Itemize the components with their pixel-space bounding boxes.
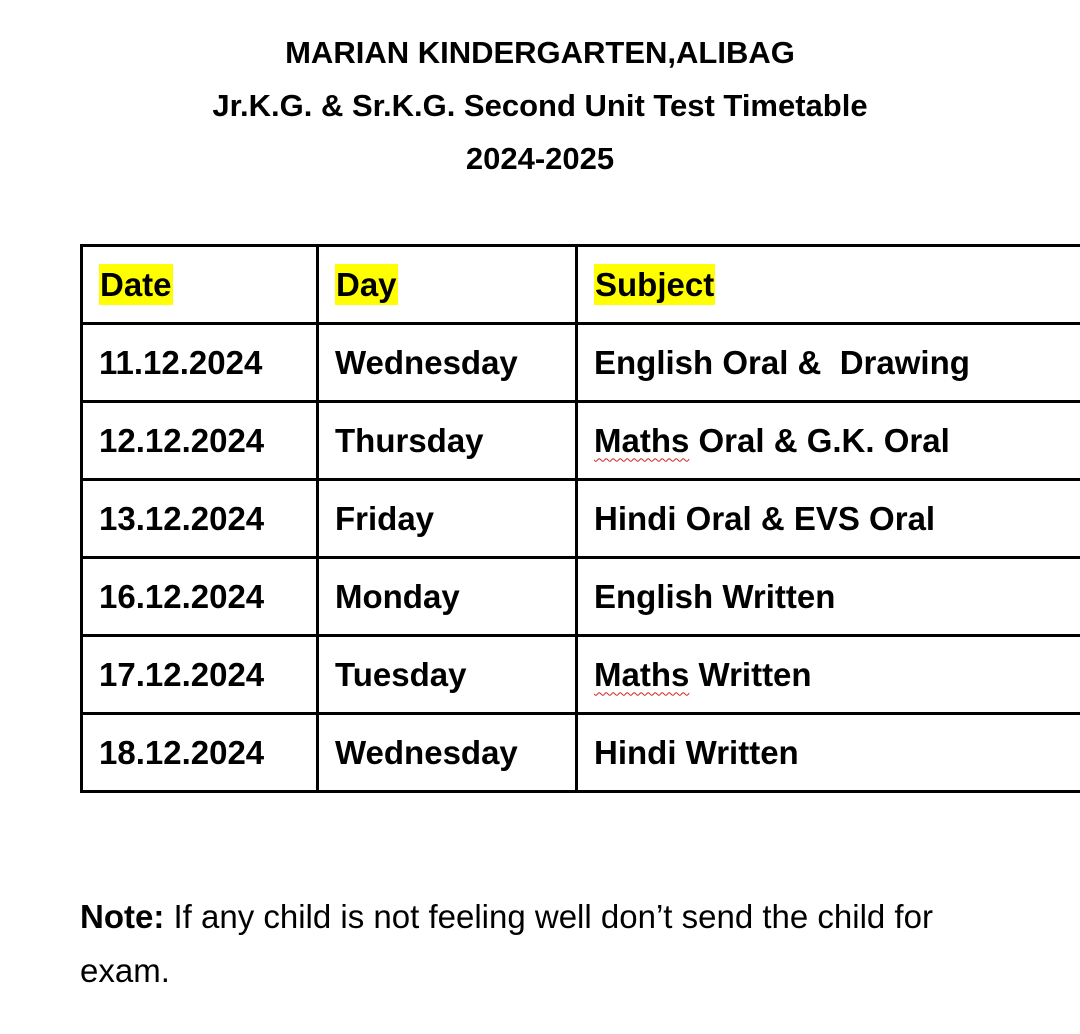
date-cell: 18.12.2024: [82, 714, 318, 792]
column-header-day: [318, 246, 577, 324]
note-label: Note:: [80, 898, 165, 935]
subject-text: English Written: [594, 577, 836, 615]
table-row: [82, 636, 1080, 714]
table-header-row: [82, 246, 1080, 324]
day-cell: Friday: [318, 480, 577, 558]
subject-cell: [577, 558, 1080, 636]
timetable-table: [80, 244, 1080, 793]
date-cell: 17.12.2024: [82, 636, 318, 714]
academic-year: 2024-2025: [465, 141, 615, 176]
table-row: [82, 324, 1080, 402]
timetable-title: Jr.K.G. & Sr.K.G. Second Unit Test Timetable: [212, 88, 868, 123]
note-text: If any child is not feeling well don’t send the child for exam.: [80, 898, 933, 989]
subject-cell: [577, 324, 1080, 402]
header-subject-label: Subject: [595, 265, 715, 303]
column-header-date: [82, 246, 318, 324]
table-row: [82, 402, 1080, 480]
subject-text: Hindi Written: [594, 733, 799, 771]
school-name: MARIAN KINDERGARTEN,ALIBAG: [285, 35, 795, 70]
subject-text: English Oral & Drawing: [594, 343, 970, 381]
day-cell: Wednesday: [318, 714, 577, 792]
table-row: [82, 714, 1080, 792]
subject-text: Hindi Oral & EVS Oral: [594, 499, 936, 537]
header-date-label: Date: [100, 265, 172, 303]
subject-text: Oral & G.K. Oral: [689, 421, 950, 459]
subject-cell: [577, 714, 1080, 792]
date-cell: 11.12.2024: [82, 324, 318, 402]
day-cell: Tuesday: [318, 636, 577, 714]
day-cell: Wednesday: [318, 324, 577, 402]
subject-cell: [577, 480, 1080, 558]
table-row: [82, 558, 1080, 636]
subject-text: Written: [689, 655, 812, 693]
spellcheck-flagged-word: Maths: [594, 421, 690, 459]
document-header: [0, 26, 1080, 185]
date-cell: 16.12.2024: [82, 558, 318, 636]
day-cell: Monday: [318, 558, 577, 636]
subject-cell: [577, 636, 1080, 714]
spellcheck-flagged-word: Maths: [594, 655, 690, 693]
column-header-subject: [577, 246, 1080, 324]
note-paragraph: [80, 890, 1000, 998]
date-cell: 13.12.2024: [82, 480, 318, 558]
subject-cell: [577, 402, 1080, 480]
date-cell: 12.12.2024: [82, 402, 318, 480]
day-cell: Thursday: [318, 402, 577, 480]
header-day-label: Day: [336, 265, 397, 303]
table-row: [82, 480, 1080, 558]
